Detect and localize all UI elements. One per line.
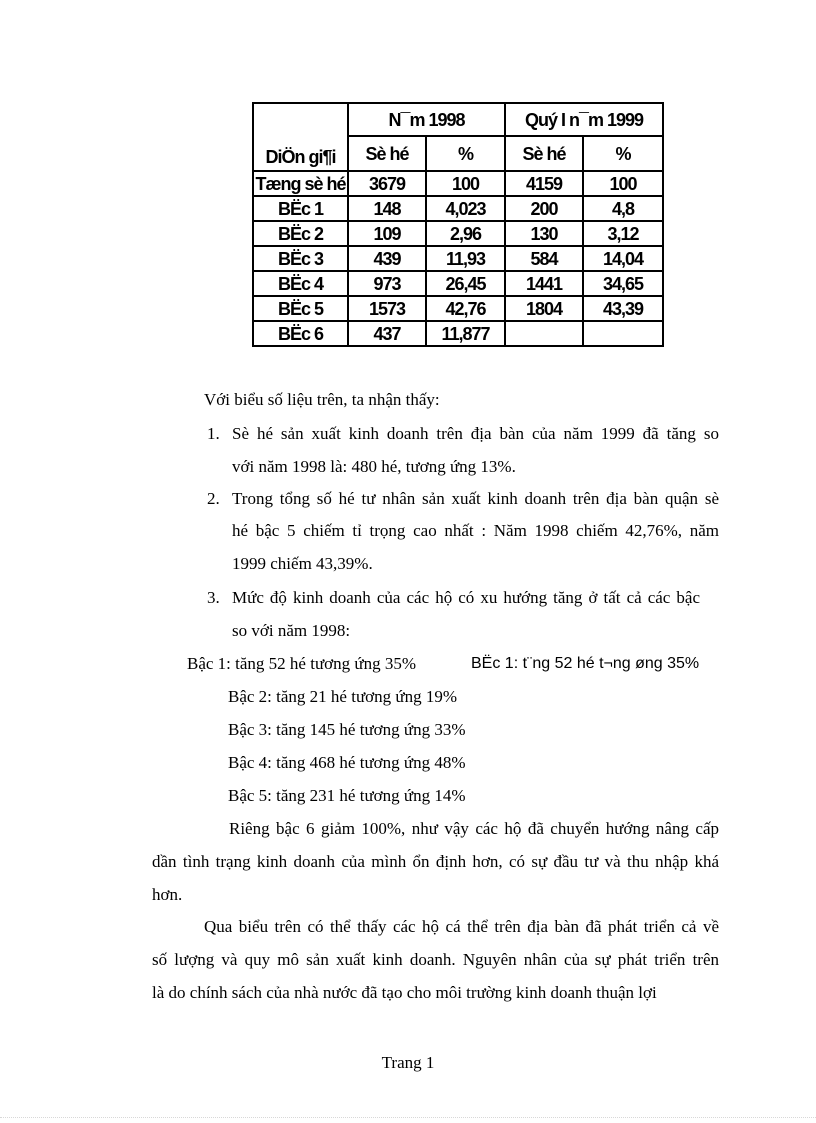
cell-percent-1998: 2,96 (426, 221, 505, 246)
table-header-row-years (253, 103, 663, 136)
list-number-3: 3. (207, 588, 220, 607)
row-label: Tæng sè hé (253, 171, 348, 196)
bac5-text: Bậc 5: tăng 231 hé tương ứng 14% (228, 786, 466, 805)
cell-percent-1998: 42,76 (426, 296, 505, 321)
para2-line1: Qua biểu trên có thể thấy các hộ cá thể trên địa bàn đã phát triển cả về (204, 917, 719, 936)
row-label: BËc 1 (253, 196, 348, 221)
bac4-text: Bậc 4: tăng 468 hé tương ứng 48% (228, 753, 466, 772)
header-count-1998: Sè hé (348, 136, 426, 171)
cell-percent-1999: 4,8 (583, 196, 663, 221)
cell-count-1999: 200 (505, 196, 583, 221)
bac2-text: Bậc 2: tăng 21 hé tương ứng 19% (228, 687, 458, 706)
bac1-garbled-text: BËc 1: t¨ng 52 hé t¬ng øng 35% (471, 655, 700, 672)
cell-count-1998: 437 (348, 321, 426, 346)
cell-percent-1999: 34,65 (583, 271, 663, 296)
intro-text: Với biểu số liệu trên, ta nhận thấy: (204, 390, 440, 409)
cell-percent-1999: 100 (583, 171, 663, 196)
table-row (253, 221, 663, 246)
row-label: BËc 5 (253, 296, 348, 321)
cell-percent-1998: 11,877 (426, 321, 505, 346)
page-bottom-divider (0, 1117, 816, 1118)
para2-line2: số lượng và quy mô sản xuất kinh doanh. Nguyên nhân của sự phát triển trên (152, 950, 719, 969)
row-label: BËc 4 (253, 271, 348, 296)
row-label: BËc 6 (253, 321, 348, 346)
cell-percent-1998: 11,93 (426, 246, 505, 271)
cell-count-1999: 1441 (505, 271, 583, 296)
cell-count-1998: 1573 (348, 296, 426, 321)
item1-line2: với năm 1998 là: 480 hé, tương ứng 13%. (232, 457, 516, 476)
row-label: BËc 3 (253, 246, 348, 271)
cell-percent-1998: 26,45 (426, 271, 505, 296)
cell-count-1999: 130 (505, 221, 583, 246)
list-number-1: 1. (207, 424, 220, 443)
table-row (253, 321, 663, 346)
row-label: BËc 2 (253, 221, 348, 246)
table-row (253, 196, 663, 221)
item3-line2: so với năm 1998: (232, 621, 351, 640)
bac1-text: Bậc 1: tăng 52 hé tương ứng 35% (187, 654, 417, 673)
cell-count-1999 (505, 321, 583, 346)
table-header-row-columns (253, 136, 663, 171)
list-number-2: 2. (207, 489, 220, 508)
item2-line1: Trong tổng số hé tư nhân sản xuất kinh doanh trên địa bàn quận sè (232, 489, 719, 508)
cell-count-1999: 584 (505, 246, 583, 271)
cell-percent-1999: 3,12 (583, 221, 663, 246)
item1-line1: Sè hé sản xuất kinh doanh trên địa bàn của năm 1999 đã tăng so (232, 424, 719, 443)
header-count-1999: Sè hé (505, 136, 583, 171)
header-percent-1999: % (583, 136, 663, 171)
cell-count-1999: 4159 (505, 171, 583, 196)
cell-count-1998: 148 (348, 196, 426, 221)
cell-percent-1998: 4,023 (426, 196, 505, 221)
para1-line2: dần tình trạng kinh doanh của mình ổn định hơn, có sự đầu tư và thu nhập khá (152, 852, 719, 871)
table-row (253, 246, 663, 271)
header-percent-1998: % (426, 136, 505, 171)
table-corner-top (253, 103, 348, 136)
household-statistics-table (252, 102, 664, 347)
cell-percent-1998: 100 (426, 171, 505, 196)
header-description: DiÖn gi¶i (253, 136, 348, 171)
para1-line3: hơn. (152, 885, 183, 904)
cell-percent-1999: 14,04 (583, 246, 663, 271)
item2-line3: 1999 chiếm 43,39%. (232, 554, 373, 573)
cell-count-1999: 1804 (505, 296, 583, 321)
cell-percent-1999 (583, 321, 663, 346)
cell-count-1998: 3679 (348, 171, 426, 196)
cell-percent-1999: 43,39 (583, 296, 663, 321)
table-row (253, 271, 663, 296)
para2-line3: là do chính sách của nhà nước đã tạo cho môi trường kinh doanh thuận lợi (152, 983, 657, 1002)
item2-line2: hé bậc 5 chiếm tỉ trọng cao nhất : Năm 1998 chiếm 42,76%, năm (232, 521, 719, 540)
table-row (253, 171, 663, 196)
item3-line1: Mức độ kinh doanh của các hộ có xu hướng tăng ở tất cả các bậc (232, 588, 700, 607)
header-year-1998: N¯m 1998 (348, 103, 505, 136)
page-number: Trang 1 (381, 1053, 435, 1072)
bac3-text: Bậc 3: tăng 145 hé tương ứng 33% (228, 720, 466, 739)
cell-count-1998: 973 (348, 271, 426, 296)
table-row (253, 296, 663, 321)
cell-count-1998: 109 (348, 221, 426, 246)
header-q1-1999: Quý I n¯m 1999 (505, 103, 663, 136)
para1-line1: Riêng bậc 6 giảm 100%, như vậy các hộ đã chuyển hướng nâng cấp (229, 819, 719, 838)
cell-count-1998: 439 (348, 246, 426, 271)
